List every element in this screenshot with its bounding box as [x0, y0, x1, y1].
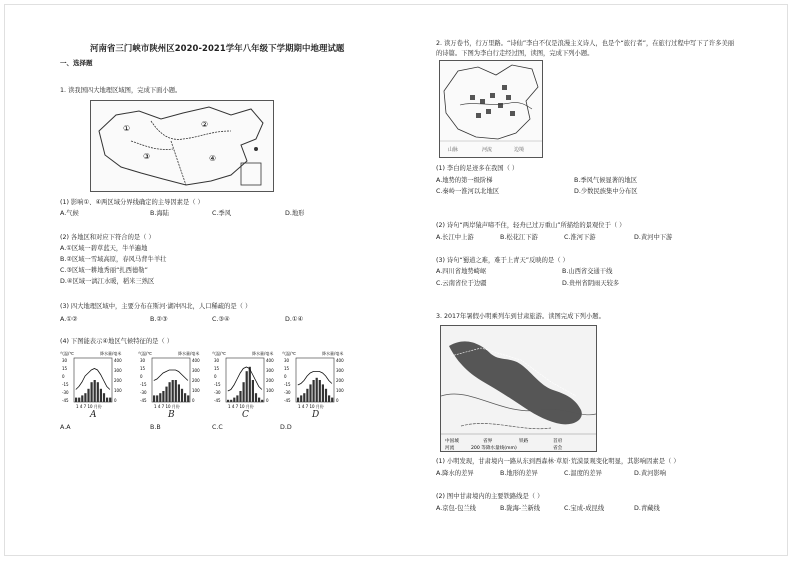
- tick-left: -45: [214, 398, 221, 403]
- plot-frame: [74, 358, 112, 402]
- axis-label-left: 气温/℃: [138, 351, 152, 356]
- precip-bar: [246, 371, 248, 402]
- q3-sub2-option-b[interactable]: B.陇海-兰新线: [500, 505, 541, 512]
- tick-left: 30: [140, 358, 146, 363]
- li-bai-travel-map-drawing: [440, 61, 542, 157]
- axis-x-label: 1 4 7 10 月份: [298, 404, 324, 409]
- q2-sub3-option-d[interactable]: D.贵州省阴雨天较多: [562, 280, 620, 287]
- li-bai-travel-map: [439, 60, 543, 158]
- gansu-legend-2: 铁路: [519, 439, 529, 444]
- precip-bar: [227, 400, 229, 402]
- q2-sub1-option-c[interactable]: C.秦岭一淮河以北地区: [436, 188, 500, 195]
- q3-sub2-option-c[interactable]: C.宝成-成昆线: [564, 505, 605, 512]
- tick-left: -15: [214, 382, 221, 387]
- axis-label-right: 降水量/毫米: [322, 351, 344, 356]
- gansu-map: [440, 325, 597, 452]
- region-label-1: ①: [123, 124, 131, 133]
- gansu-legend-3: 首府: [553, 439, 563, 444]
- tick-left: 0: [62, 374, 65, 379]
- precip-bar: [249, 367, 251, 402]
- q2-stem-line2: 的诗篇。下图为李白行走经过图，读图，完成下列小题。: [436, 50, 594, 57]
- q1-sub3-stem: (3) 四大地理区域中，主要分布在斯河·湖冲四北，人口稀疏的是（ ）: [60, 303, 252, 310]
- precip-bar: [236, 395, 238, 402]
- precip-bar: [258, 398, 260, 402]
- precip-bar: [91, 382, 93, 402]
- q2-sub3-stem: (3) 诗句“蜀道之难，难于上青天”反映的是（ ）: [436, 257, 569, 264]
- q3-sub1-option-b[interactable]: B.地形的差异: [500, 470, 538, 477]
- q1-stem: 1. 读我国四大地理区域图，完成下面小题。: [60, 87, 182, 94]
- tick-right: 200: [192, 378, 200, 383]
- q2-sub3-option-c[interactable]: C.云南省位于边疆: [436, 280, 487, 287]
- tick-right: 200: [114, 378, 122, 383]
- q1-sub3-option-a[interactable]: A.①②: [60, 316, 78, 323]
- precip-bar: [316, 378, 318, 402]
- climate-chart-letter: D: [312, 410, 320, 420]
- q1-sub3-option-b[interactable]: B.②③: [150, 316, 168, 323]
- q1-sub4-option-b[interactable]: B.B: [150, 424, 161, 431]
- q1-sub2-stem: (2) 各地区和对应下符合的是（ ）: [60, 234, 155, 241]
- q1-sub1-option-c[interactable]: C.季风: [212, 210, 231, 217]
- precip-bar: [87, 389, 89, 402]
- precip-bar: [230, 400, 232, 402]
- q2-sub1-option-d[interactable]: D.少数民族集中分布区: [574, 188, 638, 195]
- q2-sub2-option-a[interactable]: A.长江中上游: [436, 234, 474, 241]
- precip-bar: [175, 380, 177, 402]
- q2-sub2-option-c[interactable]: C.淮河下游: [564, 234, 596, 241]
- tick-left: 30: [62, 358, 68, 363]
- legend-river: 河流: [482, 147, 493, 153]
- q1-sub4-stem: (4) 下图能表示④地区气候特征的是（ ）: [60, 338, 174, 345]
- axis-label-right: 降水量/毫米: [100, 351, 122, 356]
- tick-left: 15: [214, 366, 220, 371]
- precip-bar: [106, 398, 108, 402]
- precip-bar: [169, 382, 171, 402]
- precip-bar: [184, 393, 186, 402]
- tick-right: 0: [114, 398, 117, 403]
- tick-left: 0: [284, 374, 287, 379]
- q2-sub1-stem: (1) 李白的足迹多在我国（ ）: [436, 165, 519, 172]
- q1-sub4-option-c[interactable]: C.C: [212, 424, 223, 431]
- precip-bar: [255, 393, 257, 402]
- tick-right: 400: [114, 358, 122, 363]
- q3-sub2-option-d[interactable]: D.青藏线: [634, 505, 660, 512]
- china-regions-map-drawing: [91, 101, 273, 191]
- precip-bar: [252, 380, 254, 402]
- climate-chart-letter: A: [90, 410, 97, 420]
- q1-sub1-stem: (1) 影响①、④两区域分界线确定的主导因素是（ ）: [60, 199, 204, 206]
- tick-left: 15: [62, 366, 68, 371]
- q1-sub3-option-c[interactable]: C.③④: [212, 316, 230, 323]
- precip-bar: [97, 382, 99, 402]
- tick-right: 200: [336, 378, 344, 383]
- q2-sub1-option-b[interactable]: B.季风气候显著的地区: [574, 177, 637, 184]
- precip-bar: [297, 398, 299, 402]
- precip-bar: [181, 389, 183, 402]
- tick-right: 100: [336, 388, 344, 393]
- precip-bar: [165, 387, 167, 402]
- q1-sub2-option-a[interactable]: A.①区域一碧草蓝天，牛羊遍地: [60, 245, 148, 252]
- page-title: 河南省三门峡市陕州区2020-2021学年八年级下学期期中地理试题: [90, 43, 345, 53]
- precip-bar: [103, 393, 105, 402]
- tick-left: 15: [140, 366, 146, 371]
- tick-right: 100: [114, 388, 122, 393]
- q3-sub1-option-c[interactable]: C.温度的差异: [564, 470, 602, 477]
- tick-right: 0: [266, 398, 269, 403]
- gansu-legend-4: 河流: [445, 446, 455, 451]
- q1-sub4-option-d[interactable]: D.D: [280, 424, 292, 431]
- q2-sub2-stem: (2) 诗句“两岸猿声啼不住，轻舟已过万重山”所描绘的景观位于（ ）: [436, 222, 626, 229]
- region-label-3: ③: [143, 152, 151, 161]
- precip-bar: [313, 380, 315, 402]
- q2-sub2-option-b[interactable]: B.松花江下游: [500, 234, 538, 241]
- tick-left: 0: [214, 374, 217, 379]
- q3-sub1-stem: (1) 小明发现，甘肃境内一路从东到西森林·草原·荒漠景观变化明显，其影响因素是（ ）: [436, 458, 680, 465]
- tick-left: -45: [62, 398, 69, 403]
- axis-x-label: 1 4 7 10 月份: [76, 404, 102, 409]
- precip-bar: [306, 389, 308, 402]
- legend-border: 边境: [514, 147, 525, 153]
- q2-stem-line1: 2. 读万卷书，行万里路。“诗仙”李白不仅是浪漫主义诗人，也是个“旅行者”，在旅行过程中写下了许多美丽: [436, 40, 735, 47]
- axis-label-right: 降水量/毫米: [252, 351, 274, 356]
- region-label-2: ②: [201, 120, 209, 129]
- china-regions-map: [90, 100, 274, 192]
- precip-bar: [109, 398, 111, 402]
- tick-right: 0: [336, 398, 339, 403]
- precip-bar: [328, 395, 330, 402]
- tick-right: 300: [266, 368, 274, 373]
- precip-bar: [233, 398, 235, 402]
- tick-left: -15: [140, 382, 147, 387]
- axis-label-left: 气温/℃: [212, 351, 226, 356]
- q1-sub1-option-a[interactable]: A.气候: [60, 210, 79, 217]
- tick-left: -15: [62, 382, 69, 387]
- axis-label-right: 降水量/毫米: [178, 351, 200, 356]
- axis-label-left: 气温/℃: [282, 351, 296, 356]
- gansu-legend-1: 省界: [483, 439, 493, 444]
- plot-frame: [226, 358, 264, 402]
- q3-stem: 3. 2017年暑假小明乘列车到甘肃旅游。读图完成下列小题。: [436, 313, 605, 320]
- tick-right: 400: [336, 358, 344, 363]
- gansu-map-drawing: [441, 326, 596, 451]
- tick-right: 300: [114, 368, 122, 373]
- precip-bar: [239, 391, 241, 402]
- precip-bar: [78, 398, 80, 402]
- axis-x-label: 1 4 7 10 月份: [228, 404, 254, 409]
- q1-sub3-option-d[interactable]: D.①④: [285, 316, 304, 323]
- tick-left: 30: [214, 358, 220, 363]
- gansu-legend-6: 省会: [553, 446, 563, 451]
- precip-bar: [172, 380, 174, 402]
- precip-bar: [153, 395, 155, 402]
- precip-bar: [325, 389, 327, 402]
- q2-sub3-option-a[interactable]: A.四川省地势崎岖: [436, 268, 487, 275]
- climate-chart-letter: B: [168, 410, 175, 420]
- q2-sub2-option-d[interactable]: D.黄河中下游: [634, 234, 673, 241]
- precip-bar: [319, 380, 321, 402]
- q1-sub2-option-d[interactable]: D.④区域一漓江水暖，稻米三熟区: [60, 278, 155, 285]
- temperature-line: [298, 372, 332, 386]
- tick-left: 15: [284, 366, 290, 371]
- tick-right: 0: [192, 398, 195, 403]
- tick-left: -45: [284, 398, 291, 403]
- q3-sub1-option-a[interactable]: A.降水的差异: [436, 470, 474, 477]
- axis-label-left: 气温/℃: [60, 351, 74, 356]
- section-heading: 一、选择题: [60, 59, 93, 67]
- q1-sub1-option-d[interactable]: D.地形: [285, 210, 305, 217]
- legend-mountain: 山脉: [448, 147, 459, 153]
- gansu-legend-0: 中国城: [445, 439, 459, 444]
- precip-bar: [243, 382, 245, 402]
- tick-left: -30: [62, 390, 69, 395]
- tick-left: -15: [284, 382, 291, 387]
- q1-sub2-option-b[interactable]: B.②区域一雪域高原，春风马背牛羊壮: [60, 256, 167, 263]
- q1-sub4-option-a[interactable]: A.A: [60, 424, 71, 431]
- precip-bar: [156, 395, 158, 402]
- precip-bar: [162, 391, 164, 402]
- precip-bar: [300, 395, 302, 402]
- tick-right: 400: [192, 358, 200, 363]
- gansu-legend-5: 200 等降水量线(mm): [471, 446, 517, 451]
- climate-chart-letter: C: [242, 410, 249, 420]
- tick-right: 400: [266, 358, 274, 363]
- axis-x-label: 1 4 7 10 月份: [154, 404, 180, 409]
- precip-bar: [331, 398, 333, 402]
- tick-left: 30: [284, 358, 290, 363]
- tick-right: 100: [266, 388, 274, 393]
- q2-sub3-option-b[interactable]: B.山西省交通干线: [562, 268, 613, 275]
- tick-right: 200: [266, 378, 274, 383]
- precip-bar: [84, 393, 86, 402]
- q1-sub1-option-b[interactable]: B.海陆: [150, 210, 169, 217]
- temperature-line: [228, 367, 262, 391]
- precip-bar: [261, 400, 263, 402]
- tick-left: -30: [214, 390, 221, 395]
- q2-sub1-option-a[interactable]: A.地势的第一级阶梯: [436, 177, 493, 184]
- precip-bar: [322, 384, 324, 402]
- precip-bar: [159, 393, 161, 402]
- region-label-4: ④: [209, 154, 217, 163]
- tick-right: 100: [192, 388, 200, 393]
- precip-bar: [178, 384, 180, 402]
- precip-bar: [94, 380, 96, 402]
- temperature-line: [76, 369, 110, 390]
- precip-bar: [309, 384, 311, 402]
- precip-bar: [75, 398, 77, 402]
- q3-sub1-option-d[interactable]: D.黄河影响: [634, 470, 667, 477]
- tick-left: -30: [284, 390, 291, 395]
- precip-bar: [81, 395, 83, 402]
- tick-left: -30: [140, 390, 147, 395]
- q3-sub2-stem: (2) 图中甘肃境内的主要铁路线是（ ）: [436, 493, 544, 500]
- q3-sub2-option-a[interactable]: A.京包-包兰线: [436, 505, 476, 512]
- precip-bar: [100, 389, 102, 402]
- precip-bar: [303, 393, 305, 402]
- precip-bar: [187, 395, 189, 402]
- tick-right: 300: [192, 368, 200, 373]
- tick-left: 0: [140, 374, 143, 379]
- temperature-line: [154, 370, 188, 381]
- tick-left: -45: [140, 398, 147, 403]
- q1-sub2-option-c[interactable]: C.③区域一耕地秀丽“扎西德勒”: [60, 267, 148, 274]
- tick-right: 300: [336, 368, 344, 373]
